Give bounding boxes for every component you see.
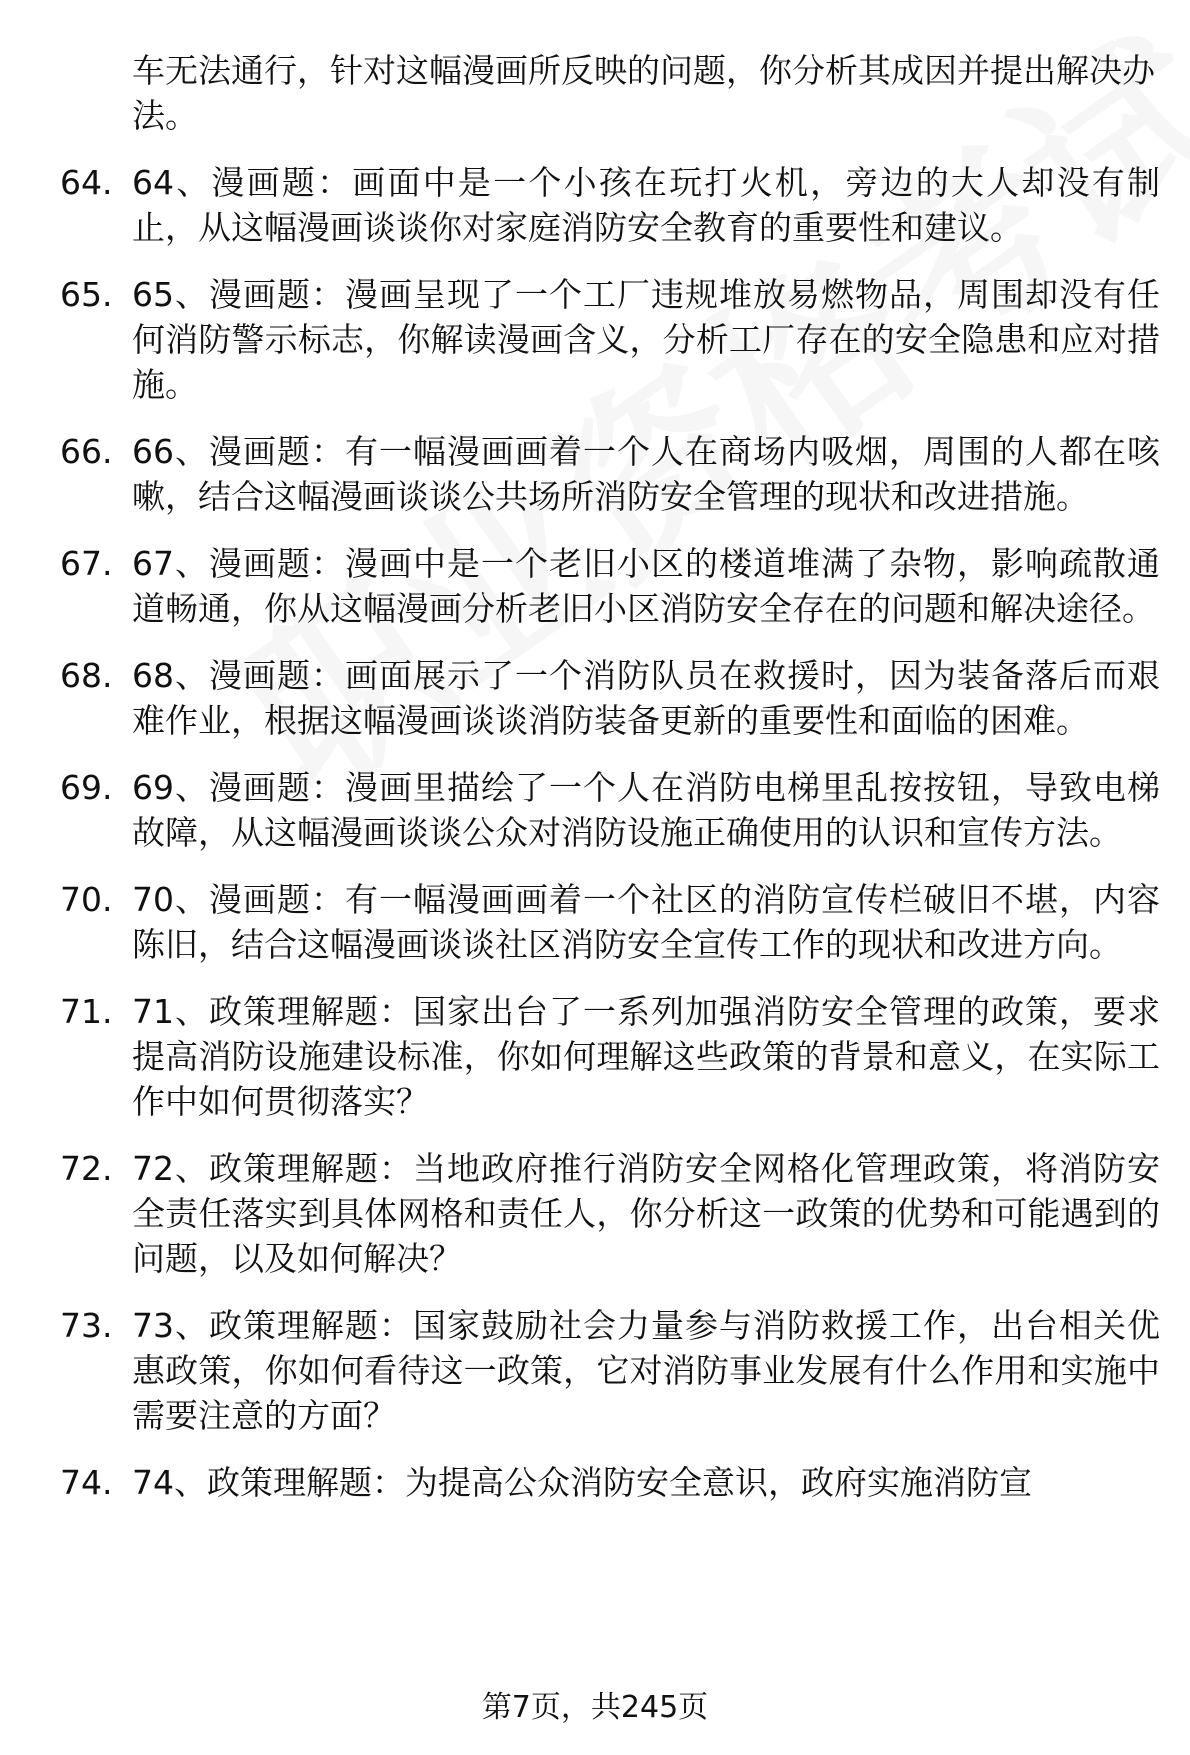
list-item <box>60 429 1160 519</box>
list-item <box>60 877 1160 967</box>
document-body <box>60 48 1160 1527</box>
list-item-number: 71. <box>60 992 113 1031</box>
list-item-number: 69. <box>60 768 113 807</box>
list-item <box>60 1303 1160 1438</box>
list-item-text: 68、漫画题：画面展示了一个消防队员在救援时，因为装备落后而艰难作业，根据这幅漫画谈谈消防装备更新的重要性和面临的困难。 <box>132 656 1160 740</box>
list-item <box>60 160 1160 250</box>
list-item-number: 67. <box>60 544 113 583</box>
list-item-text: 65、漫画题：漫画呈现了一个工厂违规堆放易燃物品，周围却没有任何消防警示标志，你解读漫画含义，分析工厂存在的安全隐患和应对措施。 <box>132 275 1160 404</box>
list-item <box>60 1460 1160 1505</box>
list-item-text: 64、漫画题：画面中是一个小孩在玩打火机，旁边的大人却没有制止，从这幅漫画谈谈你对家庭消防安全教育的重要性和建议。 <box>132 163 1160 247</box>
list-item-number: 68. <box>60 656 113 695</box>
list-item-text: 71、政策理解题：国家出台了一系列加强消防安全管理的政策，要求提高消防设施建设标准，你如何理解这些政策的背景和意义，在实际工作中如何贯彻落实？ <box>132 992 1160 1121</box>
list-item-number: 74. <box>60 1463 113 1502</box>
list-item-number: 70. <box>60 880 113 919</box>
list-item <box>60 653 1160 743</box>
list-item-number: 65. <box>60 275 113 314</box>
list-item-text: 72、政策理解题：当地政府推行消防安全网格化管理政策，将消防安全责任落实到具体网格和责任人，你分析这一政策的优势和可能遇到的问题，以及如何解决？ <box>132 1149 1160 1278</box>
list-item <box>60 541 1160 631</box>
list-item-text: 66、漫画题：有一幅漫画画着一个人在商场内吸烟，周围的人都在咳嗽，结合这幅漫画谈谈公共场所消防安全管理的现状和改进措施。 <box>132 432 1160 516</box>
page-footer: 第7页，共245页 <box>481 1690 709 1725</box>
list-item-text: 73、政策理解题：国家鼓励社会力量参与消防救援工作，出台相关优惠政策，你如何看待这一政策，它对消防事业发展有什么作用和实施中需要注意的方面？ <box>132 1306 1160 1435</box>
list-item-number: 73. <box>60 1306 113 1345</box>
list-item-number: 72. <box>60 1149 113 1188</box>
list-item-text: 69、漫画题：漫画里描绘了一个人在消防电梯里乱按按钮，导致电梯故障，从这幅漫画谈谈公众对消防设施正确使用的认识和宣传方法。 <box>132 768 1160 852</box>
question-list <box>60 160 1160 1505</box>
list-item-number: 64. <box>60 163 113 202</box>
list-item-text: 70、漫画题：有一幅漫画画着一个社区的消防宣传栏破旧不堪，内容陈旧，结合这幅漫画谈谈社区消防安全宣传工作的现状和改进方向。 <box>132 880 1160 964</box>
continuation-paragraph: 车无法通行，针对这幅漫画所反映的问题，你分析其成因并提出解决办法。 <box>132 51 1155 135</box>
list-item <box>60 765 1160 855</box>
list-item <box>60 1146 1160 1281</box>
list-item <box>60 989 1160 1124</box>
list-item-text: 74、政策理解题：为提高公众消防安全意识，政府实施消防宣 <box>132 1463 1032 1502</box>
list-item-number: 66. <box>60 432 113 471</box>
list-item-text: 67、漫画题：漫画中是一个老旧小区的楼道堆满了杂物，影响疏散通道畅通，你从这幅漫画分析老旧小区消防安全存在的问题和解决途径。 <box>132 544 1160 628</box>
list-item <box>60 272 1160 407</box>
